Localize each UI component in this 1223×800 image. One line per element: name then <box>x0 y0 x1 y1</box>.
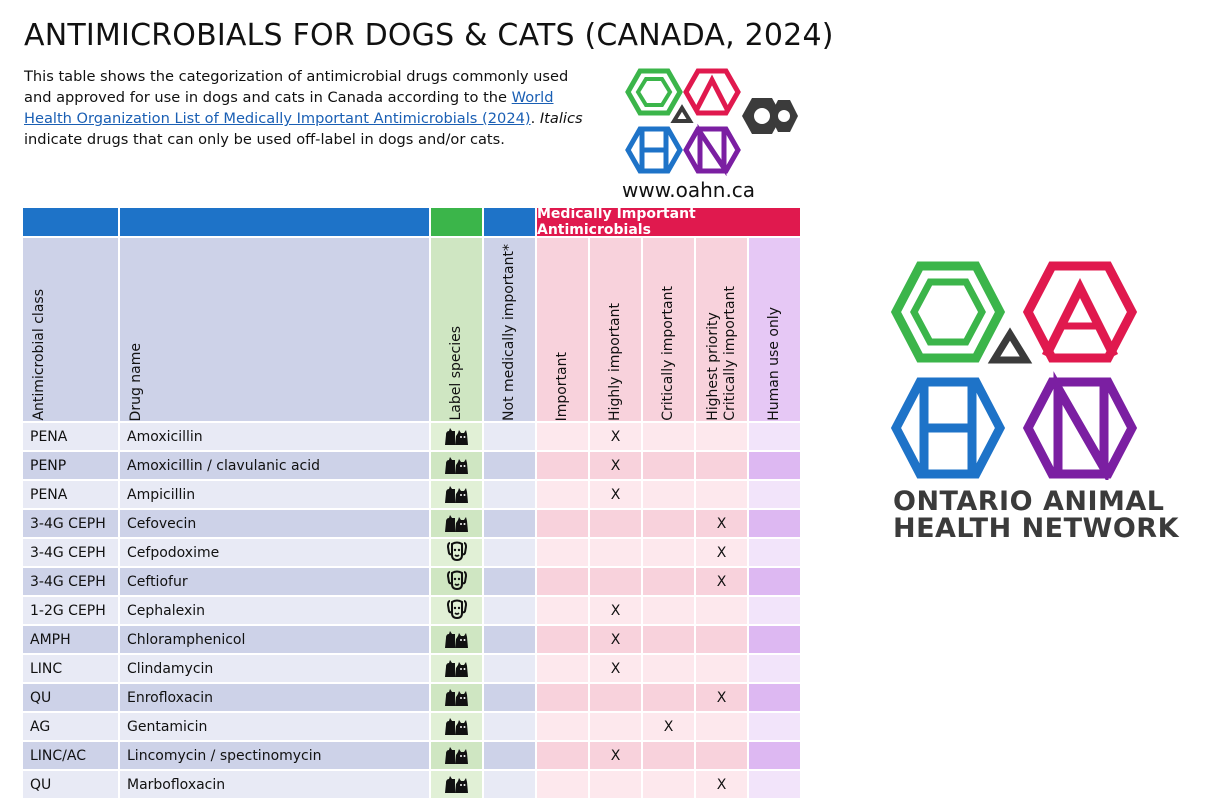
intro-italics: Italics <box>539 110 583 127</box>
drug-name: Ceftiofur <box>127 573 188 590</box>
category-mark: X <box>716 776 727 793</box>
antimicrobial-class: 1-2G CEPH <box>30 602 106 619</box>
drug-name: Marbofloxacin <box>127 776 226 793</box>
category-mark: X <box>610 457 621 474</box>
category-mark: X <box>663 718 674 735</box>
cell-drug <box>120 423 431 452</box>
cell-nmi <box>484 713 537 742</box>
cell-hp <box>696 655 749 684</box>
drug-name: Cephalexin <box>127 602 206 619</box>
cell-nmi <box>484 539 537 568</box>
category-mark: X <box>716 573 727 590</box>
category-mark: X <box>610 660 621 677</box>
cell-species <box>431 684 484 713</box>
dog-cat-icon <box>443 452 471 480</box>
cell-human <box>749 742 802 771</box>
cell-class <box>23 481 120 510</box>
cell-high <box>590 684 643 713</box>
cell-hp <box>696 568 749 597</box>
antimicrobial-class: 3-4G CEPH <box>30 573 106 590</box>
header-bar-class <box>23 208 120 238</box>
website-label: www.oahn.ca <box>622 178 756 202</box>
oahn-logo-large-icon <box>890 260 1140 480</box>
drug-name: Amoxicillin / clavulanic acid <box>127 457 321 474</box>
cell-high <box>590 510 643 539</box>
category-mark: X <box>610 631 621 648</box>
column-header-label: Important <box>554 351 570 421</box>
cell-drug <box>120 568 431 597</box>
intro-text-2: . <box>530 110 540 127</box>
cell-human <box>749 452 802 481</box>
cell-hp <box>696 452 749 481</box>
cell-nmi <box>484 771 537 800</box>
cell-class <box>23 742 120 771</box>
cell-species <box>431 539 484 568</box>
antimicrobial-class: 3-4G CEPH <box>30 515 106 532</box>
cell-class <box>23 626 120 655</box>
dog-cat-icon <box>443 481 471 509</box>
cell-crit <box>643 597 696 626</box>
cell-nmi <box>484 568 537 597</box>
intro-paragraph <box>24 66 599 150</box>
category-mark: X <box>610 486 621 503</box>
antimicrobial-class: LINC/AC <box>30 747 86 764</box>
cell-drug <box>120 771 431 800</box>
cell-hp <box>696 539 749 568</box>
drug-name: Amoxicillin <box>127 428 203 445</box>
cell-nmi <box>484 510 537 539</box>
dog-cat-icon <box>443 510 471 538</box>
drug-name: Ampicillin <box>127 486 196 503</box>
cell-imp <box>537 452 590 481</box>
cell-imp <box>537 597 590 626</box>
category-mark: X <box>716 515 727 532</box>
cell-high <box>590 452 643 481</box>
cell-hp <box>696 510 749 539</box>
column-header-label: Critically important <box>660 286 676 421</box>
cell-class <box>23 539 120 568</box>
cell-drug <box>120 452 431 481</box>
cell-crit <box>643 423 696 452</box>
cell-class <box>23 568 120 597</box>
cell-high <box>590 713 643 742</box>
cell-high <box>590 568 643 597</box>
cell-imp <box>537 684 590 713</box>
dog-cat-icon <box>443 771 471 799</box>
antimicrobial-class: QU <box>30 776 52 793</box>
column-header-nmi <box>484 238 537 423</box>
cell-high <box>590 423 643 452</box>
cell-imp <box>537 481 590 510</box>
cell-nmi <box>484 742 537 771</box>
cell-imp <box>537 423 590 452</box>
cell-crit <box>643 655 696 684</box>
drug-name: Cefovecin <box>127 515 197 532</box>
cell-human <box>749 481 802 510</box>
cell-crit <box>643 684 696 713</box>
antimicrobial-class: AG <box>30 718 51 735</box>
antimicrobial-class: PENA <box>30 486 68 503</box>
intro-text-3: indicate drugs that can only be used off-label in dogs and/or cats. <box>24 131 505 148</box>
cell-imp <box>537 655 590 684</box>
cell-species <box>431 713 484 742</box>
dog-cat-icon <box>443 655 471 683</box>
cell-nmi <box>484 626 537 655</box>
header-bar-drug <box>120 208 431 238</box>
dog-icon <box>445 539 469 567</box>
antimicrobial-class: PENP <box>30 457 67 474</box>
column-header-high <box>590 238 643 423</box>
column-header-human <box>749 238 802 423</box>
cell-hp <box>696 597 749 626</box>
cell-nmi <box>484 684 537 713</box>
column-header-species <box>431 238 484 423</box>
cell-hp <box>696 713 749 742</box>
column-header-label: Antimicrobial class <box>31 289 47 421</box>
cell-species <box>431 742 484 771</box>
drug-name: Enrofloxacin <box>127 689 214 706</box>
cell-high <box>590 742 643 771</box>
column-header-label: Human use only <box>766 307 782 421</box>
cell-imp <box>537 713 590 742</box>
category-mark: X <box>610 428 621 445</box>
column-header-label: Label species <box>448 326 464 421</box>
intro-text-1: This table shows the categorization of antimicrobial drugs commonly used and approved for use in dogs and cats in Canada according to the <box>24 68 569 106</box>
cell-drug <box>120 742 431 771</box>
cell-class <box>23 771 120 800</box>
cell-species <box>431 481 484 510</box>
column-header-hp <box>696 238 749 423</box>
page-title: ANTIMICROBIALS FOR DOGS & CATS (CANADA, 2024) <box>24 18 834 53</box>
cell-species <box>431 626 484 655</box>
cell-class <box>23 452 120 481</box>
antimicrobial-class: AMPH <box>30 631 71 648</box>
cell-human <box>749 626 802 655</box>
cell-crit <box>643 539 696 568</box>
medically-important-group-header: Medically Important Antimicrobials <box>537 208 802 238</box>
cell-hp <box>696 771 749 800</box>
cell-high <box>590 771 643 800</box>
cell-drug <box>120 510 431 539</box>
column-header-drug <box>120 238 431 423</box>
cell-class <box>23 423 120 452</box>
drug-name: Lincomycin / spectinomycin <box>127 747 322 764</box>
column-header-label: Not medically important* <box>501 244 517 421</box>
cell-crit <box>643 713 696 742</box>
category-mark: X <box>716 544 727 561</box>
who-list-link[interactable]: World Health Organization List of Medically Important Antimicrobials (2024) <box>24 89 554 127</box>
cell-class <box>23 510 120 539</box>
cell-crit <box>643 626 696 655</box>
header-bar-nmi <box>484 208 537 238</box>
cell-hp <box>696 742 749 771</box>
column-header-label: Drug name <box>128 342 144 421</box>
cell-crit <box>643 481 696 510</box>
antimicrobial-class: LINC <box>30 660 63 677</box>
cell-human <box>749 713 802 742</box>
cell-imp <box>537 742 590 771</box>
cell-crit <box>643 771 696 800</box>
cell-nmi <box>484 423 537 452</box>
cell-class <box>23 713 120 742</box>
cell-nmi <box>484 655 537 684</box>
cell-species <box>431 597 484 626</box>
cell-imp <box>537 771 590 800</box>
cell-high <box>590 481 643 510</box>
cell-high <box>590 626 643 655</box>
antimicrobial-class: QU <box>30 689 52 706</box>
cell-hp <box>696 626 749 655</box>
antimicrobial-class: 3-4G CEPH <box>30 544 106 561</box>
cell-human <box>749 655 802 684</box>
cell-human <box>749 771 802 800</box>
cell-species <box>431 771 484 800</box>
dog-cat-icon <box>443 626 471 654</box>
cell-human <box>749 684 802 713</box>
drug-name: Clindamycin <box>127 660 214 677</box>
cell-species <box>431 568 484 597</box>
column-header-imp <box>537 238 590 423</box>
column-header-crit <box>643 238 696 423</box>
header-hp-line1: Highest priority <box>704 312 721 421</box>
cell-species <box>431 452 484 481</box>
dog-icon <box>445 568 469 596</box>
drug-name: Chloramphenicol <box>127 631 246 648</box>
drug-name: Gentamicin <box>127 718 208 735</box>
column-header-label: Highly important <box>607 303 623 421</box>
category-mark: X <box>610 602 621 619</box>
cell-human <box>749 597 802 626</box>
cell-drug <box>120 713 431 742</box>
cell-species <box>431 655 484 684</box>
oahn-logo-small-icon <box>620 66 800 176</box>
cell-class <box>23 684 120 713</box>
drug-name: Cefpodoxime <box>127 544 220 561</box>
cell-imp <box>537 510 590 539</box>
cell-drug <box>120 481 431 510</box>
antimicrobial-class: PENA <box>30 428 68 445</box>
cell-drug <box>120 626 431 655</box>
cell-imp <box>537 539 590 568</box>
cell-drug <box>120 684 431 713</box>
column-header-hp-label <box>705 280 739 421</box>
cell-high <box>590 597 643 626</box>
cell-hp <box>696 684 749 713</box>
org-name-line1: ONTARIO ANIMAL <box>893 486 1165 517</box>
dog-cat-icon <box>443 684 471 712</box>
header-hp-line2: Critically important <box>721 286 738 421</box>
cell-crit <box>643 742 696 771</box>
cell-imp <box>537 626 590 655</box>
dog-cat-icon <box>443 713 471 741</box>
cell-drug <box>120 539 431 568</box>
cell-drug <box>120 597 431 626</box>
cell-imp <box>537 568 590 597</box>
cell-human <box>749 423 802 452</box>
cell-crit <box>643 510 696 539</box>
cell-species <box>431 510 484 539</box>
cell-high <box>590 539 643 568</box>
cell-hp <box>696 481 749 510</box>
header-bar-species <box>431 208 484 238</box>
dog-cat-icon <box>443 742 471 770</box>
category-mark: X <box>716 689 727 706</box>
cell-human <box>749 510 802 539</box>
cell-nmi <box>484 597 537 626</box>
cell-high <box>590 655 643 684</box>
cell-nmi <box>484 481 537 510</box>
cell-crit <box>643 452 696 481</box>
category-mark: X <box>610 747 621 764</box>
cell-nmi <box>484 452 537 481</box>
cell-class <box>23 655 120 684</box>
cell-crit <box>643 568 696 597</box>
dog-icon <box>445 597 469 625</box>
cell-hp <box>696 423 749 452</box>
column-header-class <box>23 238 120 423</box>
cell-class <box>23 597 120 626</box>
cell-human <box>749 539 802 568</box>
cell-drug <box>120 655 431 684</box>
dog-cat-icon <box>443 423 471 451</box>
cell-human <box>749 568 802 597</box>
cell-species <box>431 423 484 452</box>
org-name-line2: HEALTH NETWORK <box>893 513 1179 544</box>
